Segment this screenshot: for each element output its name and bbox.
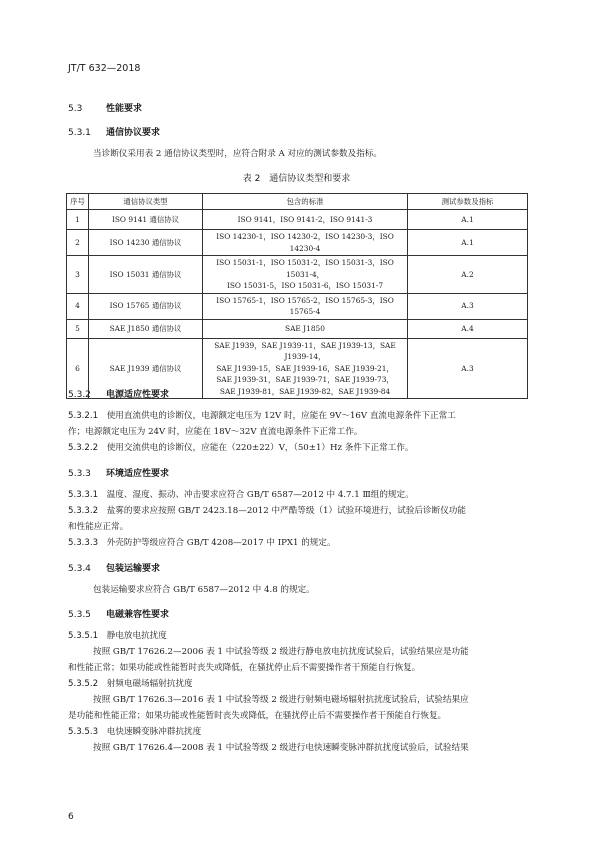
paragraph-5-3-3-3: 5.3.3.3 外壳防护等级应符合 GB/T 4208—2017 中 IPX1 的规定。 xyxy=(68,538,336,548)
included-standards: ISO 14230-1，ISO 14230-2，ISO 14230-3，ISO 14230-4 xyxy=(203,230,408,256)
paragraph-5-3-2-1: 5.3.2.1 使用直流供电的诊断仪，电源额定电压为 12V 时，应能在 9V～16V 直流电源条件下正常工 xyxy=(68,411,456,421)
header-cell: 包含的标准 xyxy=(203,194,408,210)
included-standards: SAE J1939，SAE J1939-11，SAE J1939-13，SAE J1939-14， SAE J1939-15，SAE J1939-16，SAE J1939-21， SAE J1939-31，SAE J1939-71，SAE J1939-73， SAE J1939-81，SAE J1939-82，SAE J1939-84 xyxy=(203,338,408,399)
test-parameter-ref: A.3 xyxy=(408,293,528,319)
table-row xyxy=(67,230,528,256)
header-cell: 测试参数及指标 xyxy=(408,194,528,210)
paragraph-5-3-5-2-cont: 是功能和性能正常；如果功能或性能暂时丧失或降低，在骚扰停止后不需要操作者干预能自行恢复。 xyxy=(68,711,447,721)
included-standards: ISO 15031-1，ISO 15031-2，ISO 15031-3，ISO 15031-4， ISO 15031-5，ISO 15031-6，ISO 15031-7 xyxy=(203,256,408,294)
section-title: 环境适应性要求 xyxy=(106,469,170,479)
included-standards: ISO 9141，ISO 9141-2，ISO 9141-3 xyxy=(203,210,408,230)
row-number: 1 xyxy=(67,210,89,230)
section-5-3-4-heading: 5.3.4 包装运输要求 xyxy=(68,564,161,574)
protocol-type: ISO 14230 通信协议 xyxy=(89,230,203,256)
table-row xyxy=(67,293,528,319)
paragraph-5-3-5-2: 按照 GB/T 17626.3—2016 表 1 中试验等级 2 级进行射频电磁场辐射抗扰度试验后，试验结果应 xyxy=(93,695,469,705)
section-title: 性能要求 xyxy=(106,104,143,114)
protocol-table xyxy=(66,193,528,399)
paragraph-5-3-5-1-cont: 和性能正常；如果功能或性能暂时丧失或降低，在骚扰停止后不需要操作者干预能自行恢复。 xyxy=(68,663,421,673)
paragraph-5-3-3-1: 5.3.3.1 温度、湿度、振动、冲击要求应符合 GB/T 6587—2012 中 4.7.1 Ⅲ组的规定。 xyxy=(68,490,414,500)
row-number: 3 xyxy=(67,256,89,294)
test-parameter-ref: A.1 xyxy=(408,210,528,230)
subsection-5-3-5-2-title: 5.3.5.2 射频电磁场辐射抗扰度 xyxy=(68,679,193,689)
section-5-3-3-heading: 5.3.3 环境适应性要求 xyxy=(68,469,170,479)
table-header-row xyxy=(67,194,528,210)
included-standards: SAE J1850 xyxy=(203,319,408,338)
section-5-3-heading: 5.3 性能要求 xyxy=(68,104,143,114)
paragraph-5-3-1: 当诊断仪采用表 2 通信协议类型时，应符合附录 A 对应的测试参数及指标。 xyxy=(93,149,383,159)
section-5-3-2-heading: 5.3.2 电源适应性要求 xyxy=(68,390,170,400)
row-number: 5 xyxy=(67,319,89,338)
included-standards: ISO 15765-1，ISO 15765-2，ISO 15765-3，ISO 15765-4 xyxy=(203,293,408,319)
protocol-type: ISO 9141 通信协议 xyxy=(89,210,203,230)
paragraph-5-3-3-2: 5.3.3.2 盐雾的要求应按照 GB/T 2423.18—2012 中严酷等级（1）试验环境进行，试验后诊断仪功能 xyxy=(68,506,466,516)
paragraph-5-3-5-1: 按照 GB/T 17626.2—2006 表 1 中试验等级 2 级进行静电放电抗扰度试验后，试验结果应是功能 xyxy=(93,647,469,657)
table-row xyxy=(67,210,528,230)
section-5-3-5-heading: 5.3.5 电磁兼容性要求 xyxy=(68,610,170,620)
section-title: 电源适应性要求 xyxy=(106,390,170,400)
test-parameter-ref: A.4 xyxy=(408,319,528,338)
protocol-type: SAE J1850 通信协议 xyxy=(89,319,203,338)
paragraph-5-3-2-2: 5.3.2.2 使用交流供电的诊断仪，应能在（220±22）V，（50±1）Hz 条件下正常工作。 xyxy=(68,443,414,453)
section-5-3-1-heading: 5.3.1 通信协议要求 xyxy=(68,128,161,138)
table-caption: 表 2 通信协议类型和要求 xyxy=(242,174,351,184)
header-cell: 序号 xyxy=(67,194,89,210)
header-cell: 通信协议类型 xyxy=(89,194,203,210)
page-number: 6 xyxy=(68,812,74,822)
test-parameter-ref: A.2 xyxy=(408,256,528,294)
table-row xyxy=(67,256,528,294)
test-parameter-ref: A.1 xyxy=(408,230,528,256)
section-title: 通信协议要求 xyxy=(106,128,161,138)
test-parameter-ref: A.3 xyxy=(408,338,528,399)
subsection-5-3-5-1-title: 5.3.5.1 静电放电抗扰度 xyxy=(68,631,167,641)
paragraph-5-3-4: 包装运输要求应符合 GB/T 6587—2012 中 4.8 的规定。 xyxy=(93,585,315,595)
subsection-5-3-5-3-title: 5.3.5.3 电快速瞬变脉冲群抗扰度 xyxy=(68,727,202,737)
protocol-type: ISO 15031 通信协议 xyxy=(89,256,203,294)
row-number: 2 xyxy=(67,230,89,256)
table-row xyxy=(67,319,528,338)
row-number: 6 xyxy=(67,338,89,399)
document-header: JT/T 632—2018 xyxy=(68,63,141,74)
paragraph-5-3-2-1-cont: 作；电源额定电压为 24V 时，应能在 18V～32V 直流电源条件下正常工作。 xyxy=(68,427,363,437)
row-number: 4 xyxy=(67,293,89,319)
section-title: 电磁兼容性要求 xyxy=(106,610,170,620)
protocol-type: SAE J1939 通信协议 xyxy=(89,338,203,399)
paragraph-5-3-3-2-cont: 和性能应正常。 xyxy=(68,522,129,532)
section-title: 包装运输要求 xyxy=(106,564,161,574)
protocol-type: ISO 15765 通信协议 xyxy=(89,293,203,319)
paragraph-5-3-5-3: 按照 GB/T 17626.4—2008 表 1 中试验等级 2 级进行电快速瞬变脉冲群抗扰度试验后，试验结果 xyxy=(93,743,469,753)
